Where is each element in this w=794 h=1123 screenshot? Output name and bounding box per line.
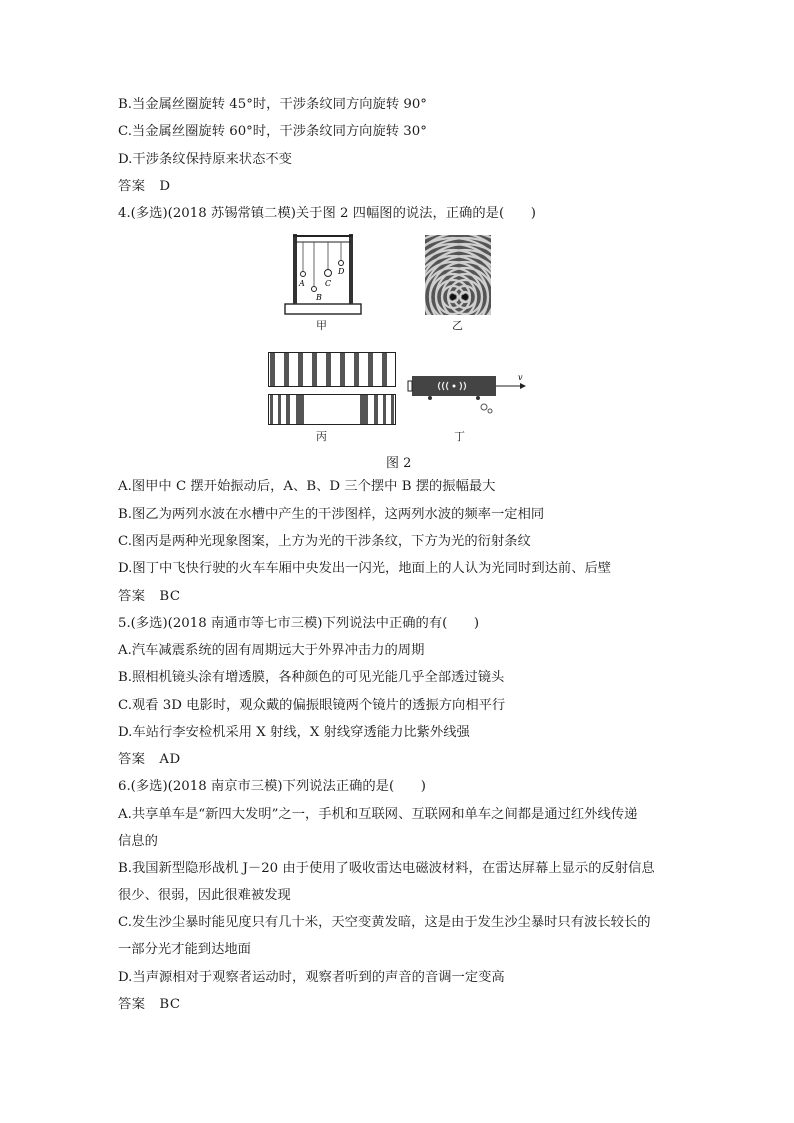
figure-jia-pendulums	[283, 232, 363, 316]
caption-jia: 甲	[316, 319, 327, 332]
caption-bing: 丙	[316, 430, 327, 443]
q5-option-c: C.观看 3D 电影时，观众戴的偏振眼镜两个镜片的透振方向相平行	[118, 698, 506, 713]
q4-answer: 答案 BC	[118, 589, 181, 604]
q3-option-c: C.当金属丝圈旋转 60°时，干涉条纹同方向旋转 30°	[118, 124, 427, 139]
q5-stem: 5.(多选)(2018 南通市等七市三模)下列说法中正确的有( )	[118, 616, 480, 631]
q6-option-d: D.当声源相对于观察者运动时，观察者听到的声音的音调一定变高	[118, 970, 505, 985]
q6-option-a-line2: 信息的	[118, 834, 158, 849]
q4-option-b: B.图乙为两列水波在水槽中产生的干涉图样，这两列水波的频率一定相同	[118, 507, 545, 522]
q6-option-a-line1: A.共享单车是“新四大发明”之一，手机和互联网、互联网和单车之间都是通过红外线传递	[118, 807, 638, 822]
figure-bing-fringes	[268, 352, 396, 426]
caption-yi: 乙	[452, 319, 463, 332]
q3-answer: 答案 D	[118, 179, 171, 194]
figure-yi-interference	[425, 235, 491, 315]
q6-answer: 答案 BC	[118, 997, 181, 1012]
q3-option-b: B.当金属丝圈旋转 45°时，干涉条纹同方向旋转 90°	[118, 97, 427, 112]
q6-stem: 6.(多选)(2018 南京市三模)下列说法正确的是( )	[118, 779, 426, 794]
pendulum-label-c: C	[325, 279, 332, 288]
q6-option-c-line2: 一部分光才能到达地面	[118, 942, 251, 957]
q5-option-a: A.汽车减震系统的固有周期远大于外界冲击力的周期	[118, 643, 425, 658]
q4-option-d: D.图丁中飞快行驶的火车车厢中央发出一闪光，地面上的人认为光同时到达前、后壁	[118, 561, 612, 576]
q5-option-b: B.照相机镜头涂有增透膜，各种颜色的可见光能几乎全部透过镜头	[118, 670, 505, 685]
q4-option-a: A.图甲中 C 摆开始振动后，A、B、D 三个摆中 B 摆的振幅最大	[118, 479, 496, 494]
q4-stem: 4.(多选)(2018 苏锡常镇二模)关于图 2 四幅图的说法，正确的是( )	[118, 206, 536, 221]
q6-option-b-line1: B.我国新型隐形战机 J－20 由于使用了吸收雷达电磁波材料，在雷达屏幕上显示的反射信息	[118, 861, 655, 876]
velocity-label: v	[518, 373, 523, 382]
q6-option-c-line1: C.发生沙尘暴时能见度只有几十米，天空变黄发暗，这是由于发生沙尘暴时只有波长较长的	[118, 915, 651, 930]
q6-option-b-line2: 很少、很弱，因此很难被发现	[118, 888, 291, 903]
q5-option-d: D.车站行李安检机采用 X 射线，X 射线穿透能力比紫外线强	[118, 725, 470, 740]
figure-ding-train	[400, 370, 530, 420]
figure-title: 图 2	[386, 456, 412, 471]
caption-ding: 丁	[454, 430, 465, 443]
q5-answer: 答案 AD	[118, 752, 181, 767]
q4-option-c: C.图丙是两种光现象图案，上方为光的干涉条纹，下方为光的衍射条纹	[118, 534, 531, 549]
pendulum-label-b: B	[316, 293, 322, 302]
q3-option-d: D.干涉条纹保持原来状态不变	[118, 152, 292, 167]
pendulum-label-d: D	[338, 267, 345, 276]
pendulum-label-a: A	[299, 279, 305, 288]
